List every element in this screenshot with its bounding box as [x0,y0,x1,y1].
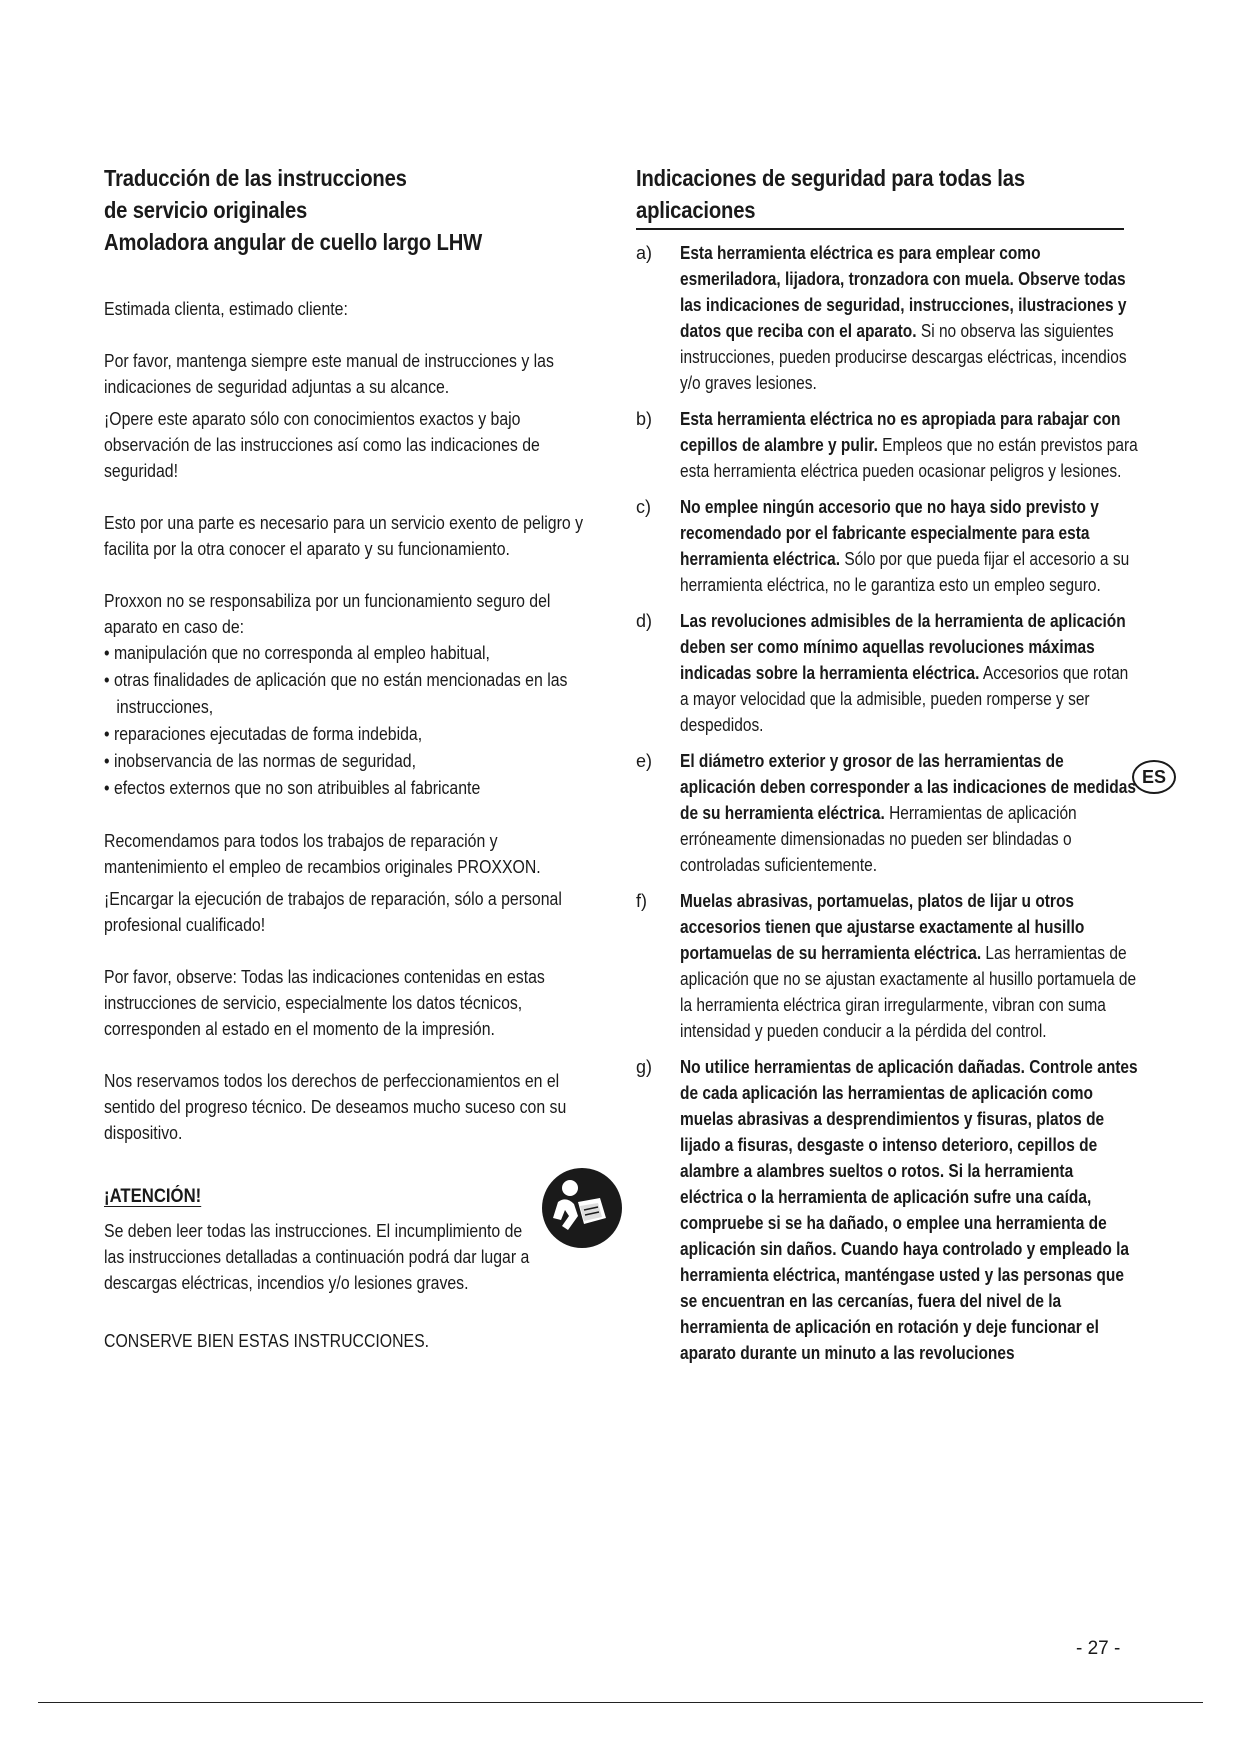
conserve-notice: CONSERVE BIEN ESTAS INSTRUCCIONES. [104,1331,430,1351]
item-text [680,494,1139,598]
title-line: aplicaciones [636,197,756,223]
item-label: d) [636,611,653,631]
list-item: • reparaciones ejecutadas de forma indebida, [104,724,423,744]
item-label: g) [636,1057,653,1077]
page-number: - 27 - [1076,1638,1121,1659]
item-text [680,888,1139,1044]
bullet-list [104,640,600,802]
item-text [680,748,1139,878]
item-bold-text: Esta herramienta eléctrica es para emplear como esmeriladora, lijadora, tronzadora con muela. Observe todas las indicaciones de seguridad, instrucciones, ilustraciones y datos que reciba con el aparato. [680,243,1127,341]
paragraph: ¡Encargar la ejecución de trabajos de reparación, sólo a personal profesional cualificado! [104,889,562,935]
item-normal-text: Si no observa las siguientes instrucciones, pueden producirse descargas eléctricas, incendios y/o graves lesiones. [680,321,1127,393]
paragraph: ¡Opere este aparato sólo con conocimientos exactos y bajo observación de las instrucciones así como las indicaciones de seguridad! [104,409,540,481]
item-label: e) [636,751,653,771]
section-title [636,162,1132,226]
item-normal-text: Las herramientas de aplicación que no se ajustan exactamente al husillo portamuela de la herramienta eléctrica giran irregularmente, vibran con suma intensidad y pueden conducir a la pérdida del control. [680,943,1137,1041]
attention-block [104,1186,600,1296]
item-bold-text: Muelas abrasivas, portamuelas, platos de lijar u otros accesorios tienen que ajustarse exactamente al husillo portamuelas de su herramienta eléctrica. [680,891,1085,963]
safety-item [636,494,1132,598]
item-label: f) [636,891,647,911]
attention-text: Se deben leer todas las instrucciones. El incumplimiento de las instrucciones detalladas a continuación podrá dar lugar a descargas eléctricas, incendios y/o lesiones graves. [104,1221,530,1293]
item-label: b) [636,409,653,429]
safety-item [636,406,1138,484]
paragraph: Por favor, mantenga siempre este manual de instrucciones y las indicaciones de seguridad adjuntas a su alcance. [104,351,554,397]
title-line: de servicio originales [104,197,308,223]
item-text [680,406,1139,484]
paragraph: Por favor, observe: Todas las indicaciones contenidas en estas instrucciones de servicio, especialmente los datos técnicos, corresponden al estado en el momento de la impresión. [104,967,545,1039]
document-title [104,162,600,258]
item-text [680,240,1139,396]
item-label: a) [636,243,653,263]
right-column [636,162,1138,1366]
footer-divider [38,1702,1203,1703]
safety-item [636,1054,1138,1366]
paragraph: Proxxon no se responsabiliza por un funcionamiento seguro del aparato en caso de: [104,591,551,637]
title-line: Traducción de las instrucciones [104,165,407,191]
item-normal-text: Empleos que no están previstos para esta herramienta eléctrica pueden ocasionar peligros y lesiones. [680,435,1138,481]
item-bold-text: Esta herramienta eléctrica no es apropiada para rabajar con cepillos de alambre y pulir. [680,409,1121,455]
list-item: • manipulación que no corresponda al empleo habitual, [104,643,490,663]
item-label: c) [636,497,651,517]
item-bold-text: El diámetro exterior y grosor de las herramientas de aplicación deben corresponder a las indicaciones de medidas de su herramienta eléctrica. [680,751,1136,823]
left-column [104,162,600,1354]
safety-item [636,888,1137,1044]
item-bold-text: No emplee ningún accesorio que no haya sido previsto y recomendado por el fabricante especialmente para esta herramienta eléctrica. [680,497,1099,569]
item-normal-text: Sólo por que pueda fijar el accesorio a su herramienta eléctrica, no le garantiza esto un empleo seguro. [680,549,1130,595]
language-badge: ES [1132,760,1176,794]
item-text [680,1054,1139,1366]
safety-item [636,748,1136,878]
read-manual-icon [540,1166,624,1250]
paragraph: Nos reservamos todos los derechos de perfeccionamientos en el sentido del progreso técnico. De deseamos mucho suceso con su dispositivo. [104,1071,567,1143]
item-text [680,608,1139,738]
attention-heading: ¡ATENCIÓN! [104,1186,202,1207]
paragraph: Recomendamos para todos los trabajos de reparación y mantenimiento el empleo de recambios originales PROXXON. [104,831,541,877]
safety-list [636,240,1138,1366]
salutation: Estimada clienta, estimado cliente: [104,299,348,319]
item-normal-text: Herramientas de aplicación erróneamente dimensionadas no pueden ser blindadas o controladas suficientemente. [680,803,1077,875]
paragraph: Esto por una parte es necesario para un servicio exento de peligro y facilita por la otra conocer el aparato y su funcionamiento. [104,513,584,559]
item-normal-text: Accesorios que rotan a mayor velocidad que la admisible, pueden romperse y ser despedidos. [680,663,1129,735]
list-item: • inobservancia de las normas de seguridad, [104,751,416,771]
title-line: Amoladora angular de cuello largo LHW [104,229,483,255]
item-bold-text: No utilice herramientas de aplicación dañadas. Controle antes de cada aplicación las herramientas de aplicación como muelas abrasivas a desprendimientos y fisuras, platos de lijado a fisuras, desgaste o intenso deterioro, cepillos de alambre a alambres sueltos o rotos. Si la herramienta eléctrica o la herramienta de aplicación sufre una caída, compruebe si se ha dañado, o emplee una herramienta de aplicación sin daños. Cuando haya controlado y empleado la herramienta eléctrica, manténgase usted y las personas que se encuentran en las cercanías, fuera del nivel de la herramienta de aplicación en rotación y deje funcionar el aparato durante un minuto a las revoluciones [680,1057,1138,1363]
safety-item [636,240,1132,396]
safety-item [636,608,1132,738]
title-divider [636,228,1124,230]
list-item: • efectos externos que no son atribuibles al fabricante [104,778,481,798]
list-item: • otras finalidades de aplicación que no están mencionadas en las instrucciones, [104,670,568,717]
item-bold-text: Las revoluciones admisibles de la herramienta de aplicación deben ser como mínimo aquellas revoluciones máximas indicadas sobre la herramienta eléctrica. [680,611,1126,683]
title-line: Indicaciones de seguridad para todas las [636,165,1025,191]
